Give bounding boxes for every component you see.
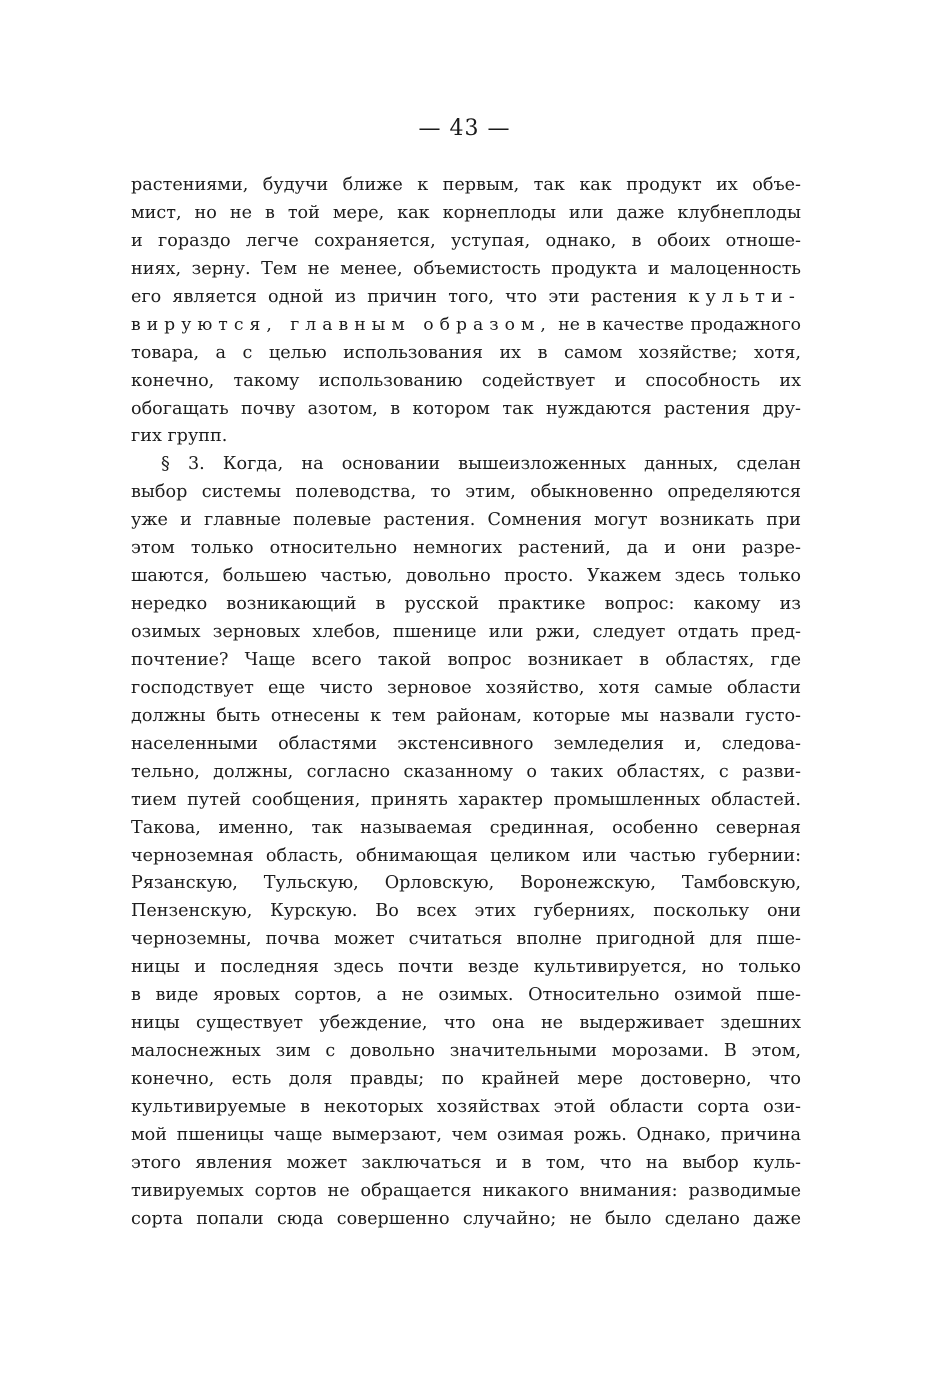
text-line: Пензенскую, Курскую. Во всех этих губерниях, поскольку они [131,901,801,922]
text-line: должны быть отнесены к тем районам, которые мы назвали густо- [131,705,801,726]
text-line: конечно, есть доля правды; по крайней мере достоверно, что [131,1069,801,1089]
text-line: ницы и последняя здесь почти везде культивируется, но только [131,957,801,978]
text-line: растениями, будучи ближе к первым, так как продукт их объе- [131,175,801,195]
text-line: господствует еще чисто зерновое хозяйство, хотя самые области [131,677,801,698]
paragraph-start-line: § 3. Когда, на основании вышеизложенных данных, сделан [161,454,801,475]
text-line: озимых зерновых хлебов, пшенице или ржи, следует отдать пред- [131,622,801,642]
text-line: гих групп. [131,426,228,447]
text-line: почтение? Чаще всего такой вопрос возникает в областях, где [131,649,801,670]
text-line: тельно, должны, согласно сказанному о таких областях, с разви- [131,761,801,782]
line-segment: его является одной из причин того, что эти растения [131,286,689,307]
text-line: шаются, большею частью, довольно просто. Укажем здесь только [131,566,801,587]
text-line: черноземная область, обнимающая целиком или частью губернии: [131,845,801,866]
text-line: тием путей сообщения, принять характер промышленных областей. [131,789,801,810]
text-line: культивируемые в некоторых хозяйствах этой области сорта ози- [131,1096,801,1117]
text-line: малоснежных зим с довольно значительными морозами. В этом, [131,1041,801,1062]
text-line: товара, а с целью использования их в самом хозяйстве; хотя, [131,342,801,363]
text-line: выбор системы полеводства, то этим, обыкновенно определяются [131,482,801,503]
text-line: обогащать почву азотом, в котором так нуждаются растения дру- [131,398,801,419]
text-line: Такова, именно, так называемая срединная, особенно северная [131,817,801,838]
text-line: Рязанскую, Тульскую, Орловскую, Воронежскую, Тамбовскую, [131,873,801,894]
text-line [131,284,801,312]
spaced-emphasis: вируются, главным образом, [131,314,552,335]
text-line: ниях, зерну. Тем не менее, объемистость продукта и малоценность [131,258,801,279]
text-line: мист, но не в той мере, как корнеплоды или даже клубнеплоды [131,202,801,223]
text-line: уже и главные полевые растения. Сомнения могут возникать при [131,510,801,531]
text-line: ницы существует убеждение, что она не выдерживает здешних [131,1013,801,1034]
page-number: — 43 — [418,116,511,141]
text-line: населенными областями экстенсивного земледелия и, следова- [131,733,801,754]
text-line: конечно, такому использованию содействует и способность их [131,370,801,391]
text-line: мой пшеницы чаще вымерзают, чем озимая рожь. Однако, причина [131,1124,801,1145]
text-line: черноземны, почва может считаться вполне пригодной для пше- [131,929,801,950]
text-line [131,312,801,340]
line-segment: не в качестве продажного [551,314,801,335]
spaced-emphasis: культи- [688,286,801,307]
text-line: этого явления может заключаться и в том, что на выбор куль- [131,1152,801,1173]
text-line: нередко возникающий в русской практике вопрос: какому из [131,594,801,615]
text-line: сорта попали сюда совершенно случайно; не было сделано даже [131,1208,801,1229]
text-line: и гораздо легче сохраняется, уступая, однако, в обоих отноше- [131,230,801,251]
body-text [131,172,801,1234]
text-line: тивируемых сортов не обращается никакого внимания: разводимые [131,1180,801,1201]
text-line: этом только относительно немногих растений, да и они разре- [131,538,801,559]
text-line: в виде яровых сортов, а не озимых. Относительно озимой пше- [131,985,801,1006]
